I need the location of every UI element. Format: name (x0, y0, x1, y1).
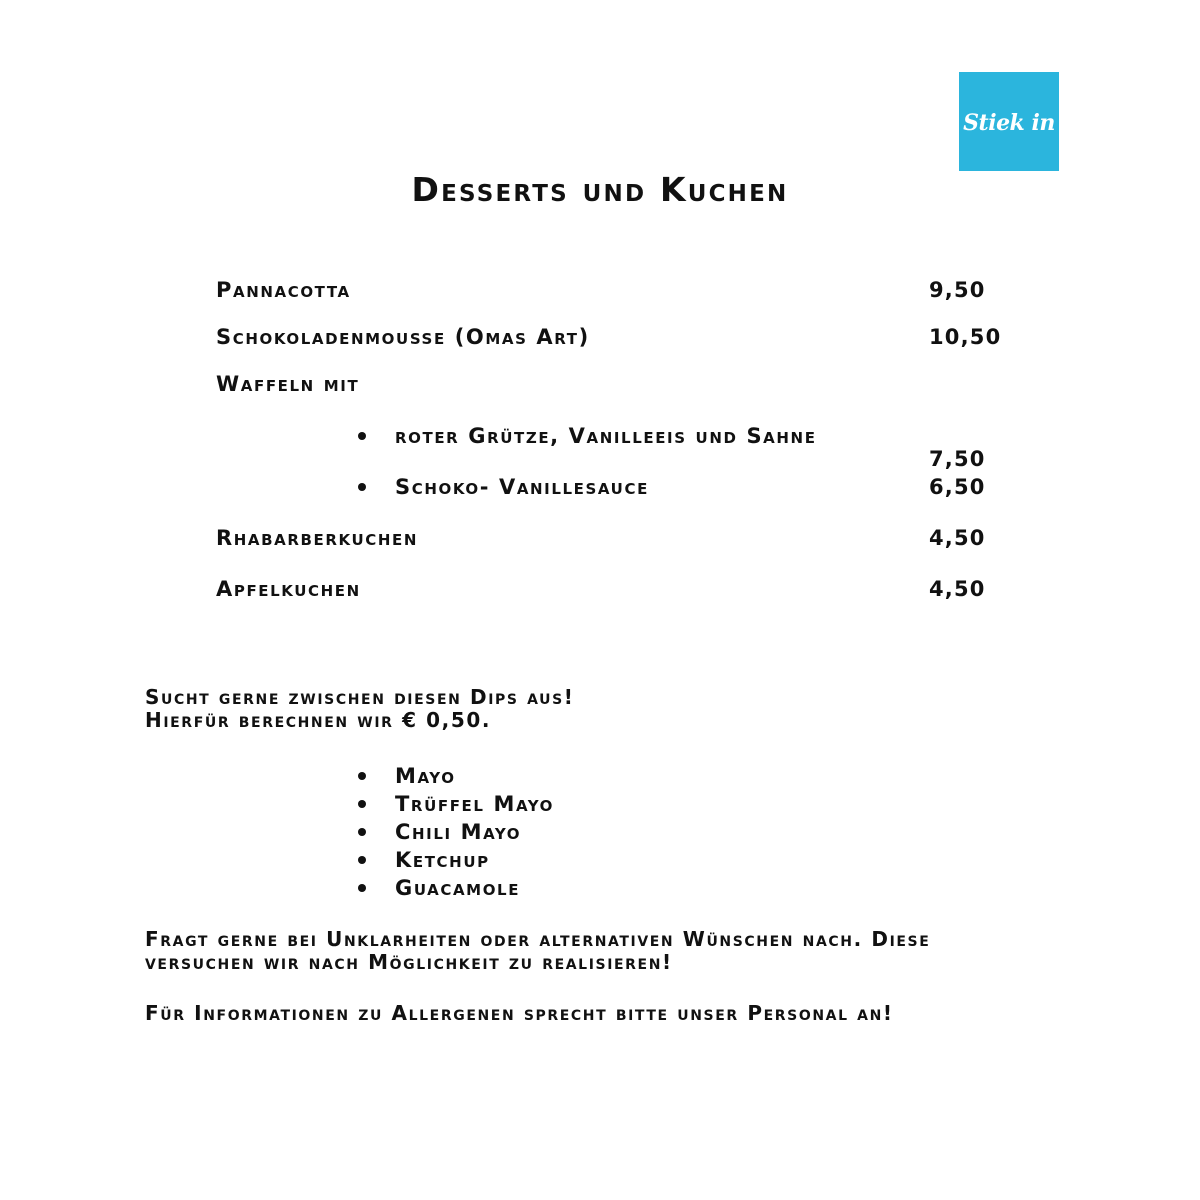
price-waffel-option-1: 7,50 (929, 447, 986, 471)
menu-item-pannacotta: Pannacotta (216, 278, 351, 302)
dip-item: Chili Mayo (395, 820, 522, 844)
dip-item: Trüffel Mayo (395, 792, 555, 816)
wishes-note-line-2: versuchen wir nach Möglichkeit zu realisieren! (145, 950, 673, 974)
dips-intro-line-2: Hierfür berechnen wir € 0,50. (145, 708, 492, 732)
bullet-icon (358, 483, 366, 491)
bullet-icon (358, 884, 366, 892)
dips-intro-line-1: Sucht gerne zwischen diesen Dips aus! (145, 685, 575, 709)
menu-item-rhabarberkuchen: Rhabarberkuchen (216, 526, 419, 550)
wishes-note-line-1: Fragt gerne bei Unklarheiten oder alternativen Wünschen nach. Diese (145, 927, 931, 951)
waffel-option-2: Schoko- Vanillesauce (395, 475, 649, 499)
bullet-icon (358, 856, 366, 864)
allergen-note: Für Informationen zu Allergenen sprecht bitte unser Personal an! (145, 1001, 894, 1025)
bullet-icon (358, 828, 366, 836)
dips-intro (145, 686, 575, 732)
waffel-option-1: roter Grütze, Vanilleeis und Sahne (395, 424, 817, 448)
dip-item: Mayo (395, 764, 456, 788)
logo-text: Stiek in (963, 109, 1055, 136)
price-waffel-option-2: 6,50 (929, 475, 986, 499)
bullet-icon (358, 772, 366, 780)
price-rhabarberkuchen: 4,50 (929, 526, 986, 550)
dip-item: Guacamole (395, 876, 521, 900)
wishes-note (145, 928, 930, 974)
menu-item-apfelkuchen: Apfelkuchen (216, 577, 361, 601)
page-title: Desserts und Kuchen (411, 170, 789, 209)
price-mousse: 10,50 (929, 325, 1002, 349)
menu-item-mousse: Schokoladenmousse (Omas Art) (216, 325, 590, 349)
menu-item-waffeln: Waffeln mit (216, 372, 360, 396)
bullet-icon (358, 432, 366, 440)
dip-item: Ketchup (395, 848, 490, 872)
price-pannacotta: 9,50 (929, 278, 986, 302)
price-apfelkuchen: 4,50 (929, 577, 986, 601)
logo (959, 72, 1059, 171)
bullet-icon (358, 800, 366, 808)
